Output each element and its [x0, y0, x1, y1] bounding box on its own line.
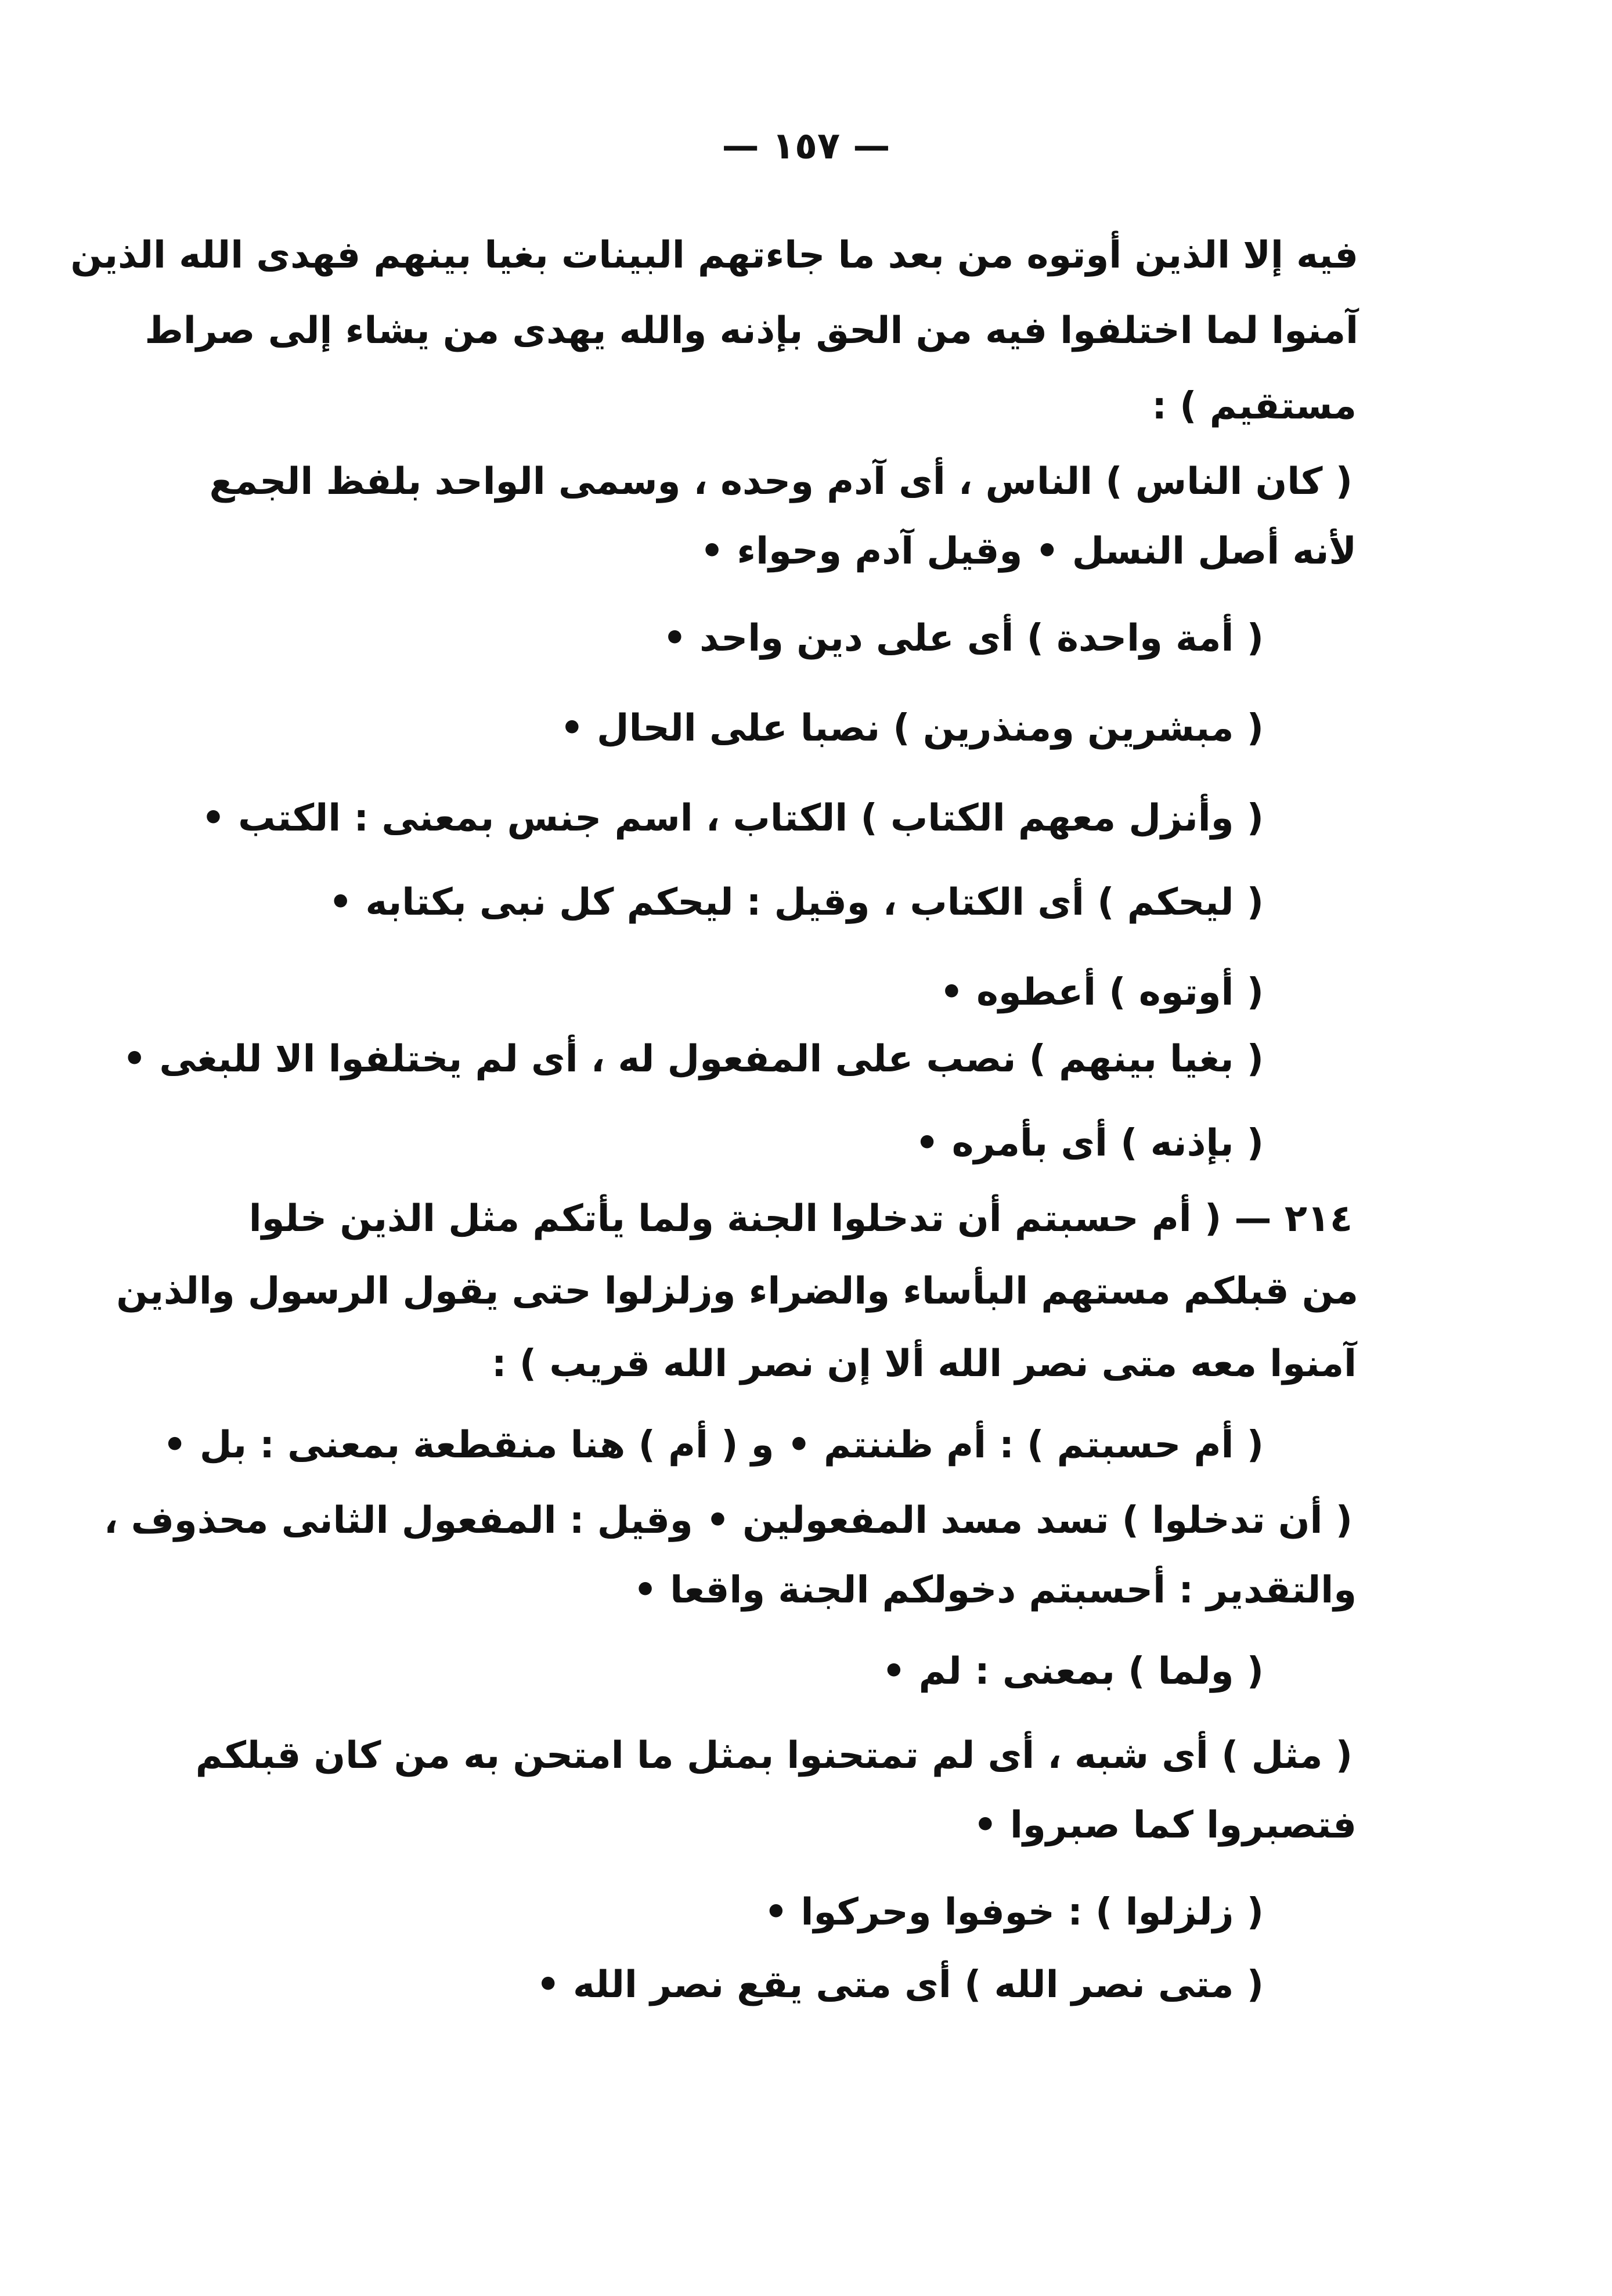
- text-line: ( كان الناس ) الناس ، أى آدم وحده ، وسمى الواحد بلفظ الجمع: [209, 460, 1353, 503]
- text-line: فتصبروا كما صبروا •: [973, 1804, 1357, 1847]
- text-line: ( متى نصر الله ) أى متى يقع نصر الله •: [536, 1963, 1264, 2006]
- text-line: ( أوتوه ) أعطوه •: [939, 971, 1264, 1014]
- text-line: ( ولما ) بمعنى : لم •: [882, 1650, 1264, 1693]
- text-line: ( زلزلوا ) : خوفوا وحركوا •: [764, 1891, 1264, 1934]
- text-line: ( أن تدخلوا ) تسد مسد المفعولين • وقيل : المفعول الثانى محذوف ،: [103, 1499, 1353, 1542]
- text-line: فيه إلا الذين أوتوه من بعد ما جاءتهم البينات بغيا بينهم فهدى الله الذين: [70, 234, 1358, 277]
- text-line: ( أم حسبتم ) : أم ظننتم • و ( أم ) هنا منقطعة بمعنى : بل •: [163, 1424, 1264, 1467]
- text-line: ( أمة واحدة ) أى على دين واحد •: [662, 617, 1264, 660]
- text-line: والتقدير : أحسبتم دخولكم الجنة واقعا •: [633, 1569, 1357, 1612]
- text-line: ( مبشرين ومنذرين ) نصبا على الحال •: [560, 707, 1264, 750]
- text-line: ( ليحكم ) أى الكتاب ، وقيل : ليحكم كل نبى بكتابه •: [329, 881, 1264, 924]
- text-line: مستقيم ) :: [1152, 385, 1357, 428]
- text-line: ( بغيا بينهم ) نصب على المفعول له ، أى لم يختلفوا الا للبغى •: [122, 1038, 1264, 1081]
- text-line: آمنوا لما اختلفوا فيه من الحق بإذنه والله يهدى من يشاء إلى صراط: [145, 309, 1358, 352]
- text-line: لأنه أصل النسل • وقيل آدم وحواء •: [700, 530, 1357, 573]
- page-number: — ١٥٧ —: [722, 125, 890, 168]
- text-line: ( مثل ) أى شبه ، أى لم تمتحنوا بمثل ما امتحن به من كان قبلكم: [195, 1734, 1353, 1777]
- text-line: من قبلكم مستهم البأساء والضراء وزلزلوا حتى يقول الرسول والذين: [116, 1270, 1358, 1313]
- text-line: آمنوا معه متى نصر الله ألا إن نصر الله قريب ) :: [491, 1342, 1357, 1385]
- text-line: ( بإذنه ) أى بأمره •: [915, 1122, 1264, 1165]
- text-line: ( وأنزل معهم الكتاب ) الكتاب ، اسم جنس بمعنى : الكتب •: [201, 797, 1264, 840]
- text-line: ٢١٤ — ( أم حسبتم أن تدخلوا الجنة ولما يأتكم مثل الذين خلوا: [248, 1197, 1353, 1240]
